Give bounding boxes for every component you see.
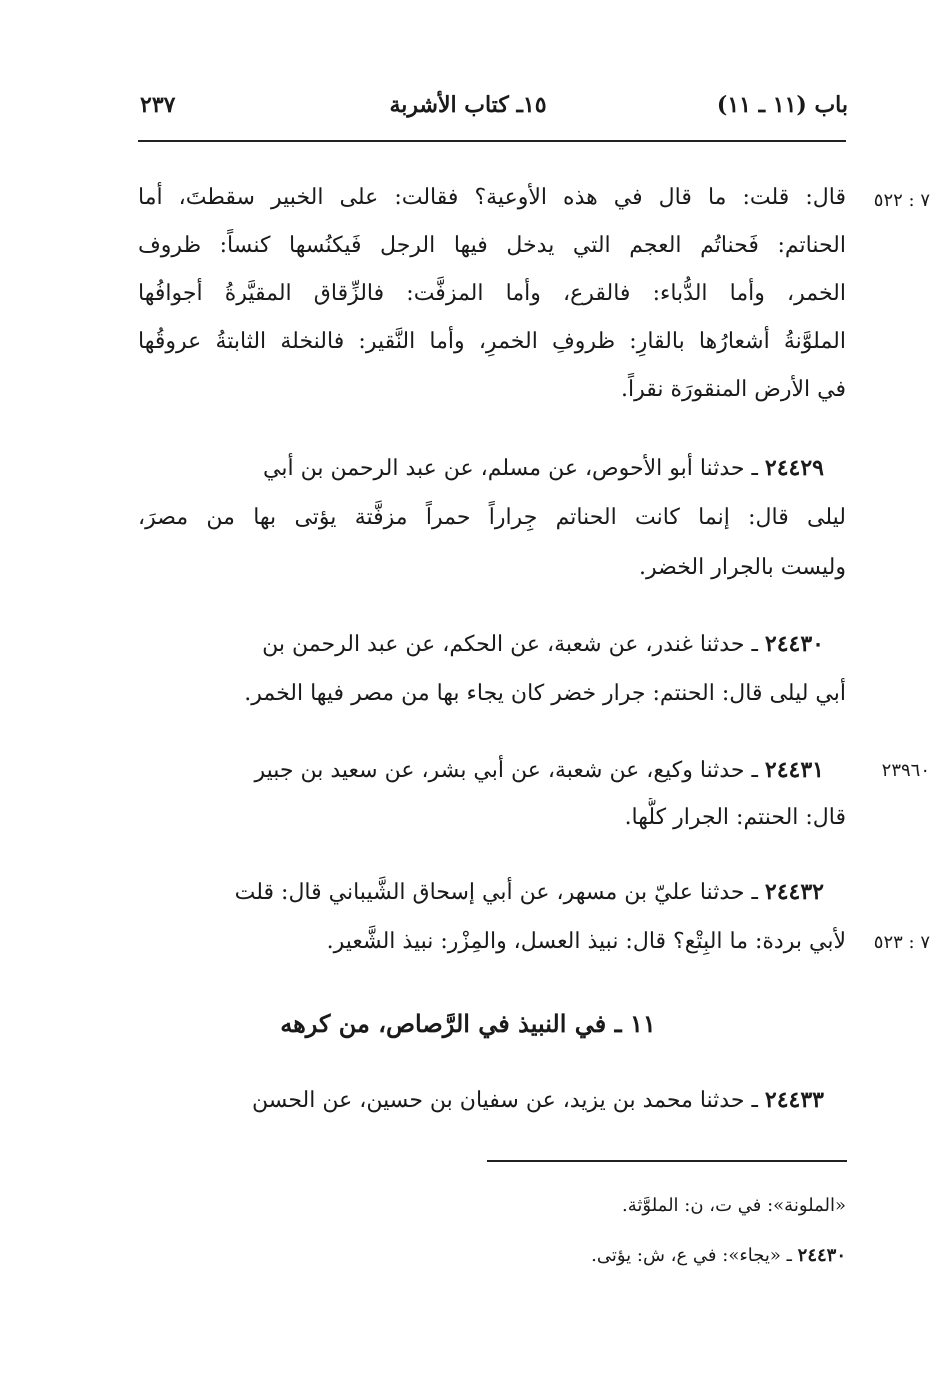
- hadith-text: ـ حدثنا غندر، عن شعبة، عن الحكم، عن عبد الرحمن بن: [262, 632, 758, 657]
- chapter-header: باب (١١ ـ ١١): [716, 92, 848, 118]
- hadith-number: ٢٤٤٣٢: [764, 879, 824, 905]
- text-line: في الأرض المنقورَة نقراً.: [620, 377, 846, 402]
- text-line: الحناتم: فَحناتُم العجم التي يدخل فيها الرجل فَيكنُسها كنساً: ظروف: [138, 233, 846, 258]
- page-number: ٢٣٧: [140, 92, 176, 118]
- hadith-24431-first-line: [138, 750, 846, 790]
- hadith-number: ٢٤٤٣٠: [764, 631, 824, 657]
- margin-reference-23960: ٢٣٩٦٠: [881, 760, 930, 781]
- hadith-number: ٢٤٤٣١: [764, 757, 824, 783]
- hadith-text: ـ حدثنا وكيع، عن شعبة، عن أبي بشر، عن سعيد بن جبير: [254, 758, 758, 783]
- hadith-number: ٢٤٤٣٣: [764, 1087, 824, 1113]
- hadith-number: ٢٤٤٢٩: [764, 455, 824, 481]
- header-rule: [138, 140, 846, 142]
- footnote-number: ٢٤٤٣٠: [797, 1245, 846, 1266]
- text-line: قال: الحنتم: الجرار كلُّها.: [624, 805, 846, 830]
- hadith-24429-first-line: [138, 448, 846, 488]
- text-line: ليلى قال: إنما كانت الحناتم جِراراً حمراً مزفَّتة يؤتى بها من مصرَ،: [138, 505, 846, 530]
- text-line: الملوَّنةُ أشعارُها بالقارِ: ظروفِ الخمرِ، وأما النَّقير: فالنخلة الثابتةُ عروقُها: [138, 329, 846, 354]
- hadith-text: ـ حدثنا محمد بن يزيد، عن سفيان بن حسين، عن الحسن: [251, 1088, 758, 1113]
- section-heading: ١١ ـ في النبيذ في الرَّصاص، من كرهه: [280, 1009, 656, 1038]
- text-line: لأبي بردة: ما البِتْع؟ قال: نبيذ العسل، والمِزْر: نبيذ الشَّعير.: [326, 929, 846, 954]
- footnote-rule: [487, 1160, 847, 1162]
- footnote-24430: [138, 1240, 846, 1272]
- margin-reference-523: ٧ : ٥٢٣: [873, 932, 930, 953]
- text-line: قال: قلت: ما قال في هذه الأوعية؟ فقالت: على الخبير سقطتَ، أما: [138, 185, 846, 210]
- text-line: وليست بالجرار الخضر.: [638, 555, 846, 580]
- hadith-24432-first-line: [138, 872, 846, 912]
- text-line: أبي ليلى قال: الحنتم: جرار خضر كان يجاء بها من مصر فيها الخمر.: [244, 681, 846, 706]
- footnote: «الملونة»: في ت، ن: الملوَّثة.: [622, 1195, 846, 1216]
- footnote-text: ـ «يجاء»: في ع، ش: يؤتى.: [591, 1245, 792, 1266]
- margin-reference-522: ٧ : ٥٢٢: [873, 190, 930, 211]
- book-title-header: ١٥ـ كتاب الأشربة: [389, 92, 547, 118]
- hadith-text: ـ حدثنا أبو الأحوص، عن مسلم، عن عبد الرحمن بن أبي: [263, 456, 758, 481]
- hadith-24430-first-line: [138, 624, 846, 664]
- hadith-text: ـ حدثنا عليّ بن مسهر، عن أبي إسحاق الشَّيباني قال: قلت: [234, 880, 758, 905]
- text-line: الخمر، وأما الدُّباء: فالقرع، وأما المزفَّت: فالزِّقاق المقيَّرةُ أجوافُها: [138, 281, 846, 306]
- hadith-24433-first-line: [138, 1080, 846, 1120]
